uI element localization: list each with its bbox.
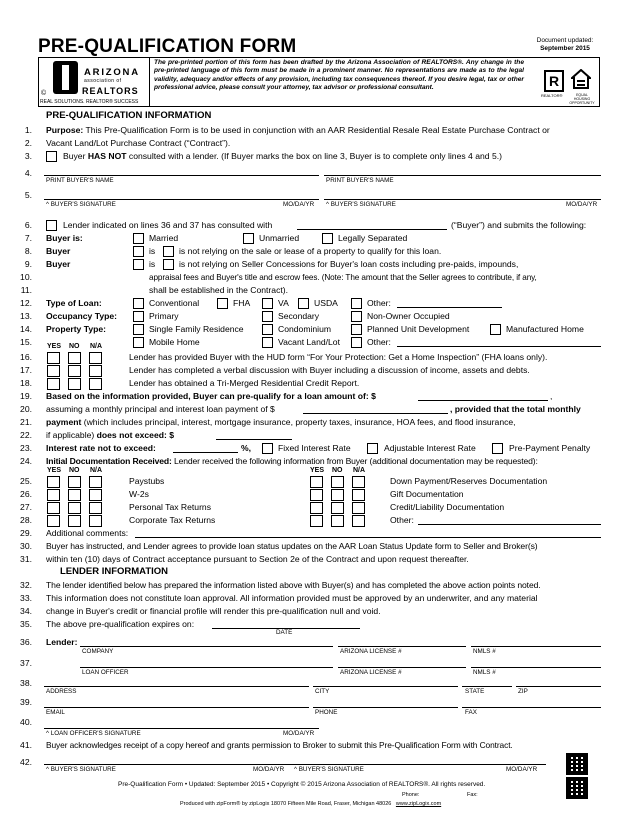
other-loan-checkbox[interactable] bbox=[351, 298, 362, 309]
usda-label: USDA bbox=[314, 298, 338, 308]
line-number: 8. bbox=[24, 246, 32, 256]
na-header-2: N/A bbox=[90, 467, 103, 474]
mdy-caption-1: MO/DA/YR bbox=[283, 201, 315, 208]
doc-left-no-checkbox[interactable] bbox=[68, 489, 81, 501]
line-number: 38. bbox=[20, 678, 32, 688]
phone-field[interactable] bbox=[313, 707, 458, 708]
line-number: 13. bbox=[20, 311, 32, 321]
doc-right-no-checkbox[interactable] bbox=[331, 515, 344, 527]
line-32: The lender identified below has prepared the information listed above with Buyer(s) and has completed the above action points noted. bbox=[46, 580, 541, 590]
paystubs-label: Paystubs bbox=[129, 476, 165, 486]
line-number: 36. bbox=[20, 637, 32, 647]
hud-row-no-checkbox[interactable] bbox=[68, 352, 81, 364]
line-10: appraisal fees and Buyer's title and escrow fees. (Note: The amount that the Seller agrees to contribute, if any, bbox=[149, 273, 537, 282]
mdy-caption-4: MO/DA/YR bbox=[253, 766, 285, 773]
line-number: 5. bbox=[24, 190, 32, 200]
buyer-signature-2[interactable] bbox=[324, 199, 601, 200]
personal-tax-label: Personal Tax Returns bbox=[129, 502, 212, 512]
line-22: if applicable) does not exceed: $ bbox=[46, 430, 175, 440]
monthly-payment-field[interactable] bbox=[303, 413, 448, 414]
buyer-label-9: Buyer bbox=[46, 259, 71, 269]
w2s-label: W-2s bbox=[129, 489, 149, 499]
doc-left-na-checkbox[interactable] bbox=[89, 476, 102, 488]
prepayment-checkbox[interactable] bbox=[492, 443, 503, 454]
line-number: 33. bbox=[20, 593, 32, 603]
line-number: 11. bbox=[20, 285, 32, 295]
line-number: 34. bbox=[20, 606, 32, 616]
line-24: Initial Documentation Received: Lender received the following information from Buyer (additional documentation may be requested): bbox=[46, 456, 538, 466]
line-number: 42. bbox=[20, 757, 32, 767]
line-number: 10. bbox=[20, 272, 32, 282]
qr-code-icon-2 bbox=[566, 777, 588, 799]
print-buyer-name-1[interactable] bbox=[44, 175, 319, 176]
zip-field[interactable] bbox=[516, 686, 601, 687]
doc-left-no-checkbox[interactable] bbox=[68, 476, 81, 488]
line-number: 2. bbox=[24, 138, 32, 148]
type-of-loan-label: Type of Loan: bbox=[46, 298, 102, 308]
realtor-caption: REALTOR® bbox=[541, 93, 563, 98]
logo-realtors: REALTORS bbox=[82, 86, 139, 96]
manufactured-label: Manufactured Home bbox=[506, 324, 584, 334]
lender-label: Lender: bbox=[46, 637, 78, 647]
section-prequal-info: PRE-QUALIFICATION INFORMATION bbox=[46, 110, 212, 121]
line-number: 26. bbox=[20, 489, 32, 499]
adjustable-rate-checkbox[interactable] bbox=[367, 443, 378, 454]
buyer-not-checkbox-8[interactable] bbox=[163, 246, 174, 257]
other-property-field[interactable] bbox=[397, 346, 601, 347]
gift-label: Gift Documentation bbox=[390, 489, 464, 499]
hud-row-na-checkbox[interactable] bbox=[89, 352, 102, 364]
line-20b: , provided that the total monthly bbox=[450, 404, 581, 414]
other-property-checkbox[interactable] bbox=[351, 337, 362, 348]
line-number: 31. bbox=[20, 554, 32, 564]
line-number: 25. bbox=[20, 476, 32, 486]
print-buyer-caption-1: PRINT BUYER'S NAME bbox=[46, 177, 114, 184]
az-license-field-2[interactable] bbox=[338, 667, 466, 668]
line-number: 7. bbox=[24, 233, 32, 243]
nmls-caption-2: NMLS # bbox=[473, 669, 496, 676]
doc-right-na-checkbox[interactable] bbox=[352, 515, 365, 527]
state-field[interactable] bbox=[462, 686, 512, 687]
married-label: Married bbox=[149, 233, 179, 243]
az-license-field-1[interactable] bbox=[338, 646, 466, 647]
loan-officer-caption: LOAN OFFICER bbox=[82, 669, 129, 676]
doc-left-na-checkbox[interactable] bbox=[89, 489, 102, 501]
non-owner-label: Non-Owner Occupied bbox=[367, 311, 450, 321]
line-number: 23. bbox=[20, 443, 32, 453]
doc-right-yes-checkbox[interactable] bbox=[310, 502, 323, 514]
prepayment-label: Pre-Payment Penalty bbox=[509, 443, 591, 453]
percent-label: %, bbox=[241, 443, 252, 453]
lo-sig-caption: ^ LOAN OFFICER'S SIGNATURE bbox=[46, 730, 141, 737]
other-doc-label: Other: bbox=[390, 515, 414, 525]
doc-right-na-checkbox[interactable] bbox=[352, 502, 365, 514]
line-31: within ten (10) days of Contract acceptance pursuant to Section 2e of the Contract and upon request thereafter. bbox=[46, 554, 469, 564]
line-6b: (“Buyer”) and submits the following: bbox=[451, 220, 587, 230]
vacant-label: Vacant Land/Lot bbox=[278, 337, 340, 347]
line-33: This information does not constitute loan approval. All information provided must be approved by an underwriter, and any material bbox=[46, 593, 538, 603]
yes-header-1: YES bbox=[47, 343, 62, 350]
is-label-9: is bbox=[149, 259, 156, 269]
print-buyer-caption-2: PRINT BUYER'S NAME bbox=[326, 177, 394, 184]
line-number: 17. bbox=[20, 365, 32, 375]
city-caption: CITY bbox=[315, 688, 330, 695]
yes-header-3: YES bbox=[310, 467, 325, 474]
logo-tagline: REAL SOLUTIONS. REALTOR® SUCCESS bbox=[40, 99, 139, 105]
mobile-label: Mobile Home bbox=[149, 337, 200, 347]
other-property-label: Other: bbox=[367, 337, 391, 347]
primary-checkbox[interactable] bbox=[133, 311, 144, 322]
footer-phone: Phone: bbox=[402, 792, 420, 798]
condo-checkbox[interactable] bbox=[262, 324, 273, 335]
buyer-is-checkbox-8[interactable] bbox=[133, 246, 144, 257]
mdy-caption-5: MO/DA/YR bbox=[506, 766, 538, 773]
line-number: 39. bbox=[20, 697, 32, 707]
adjustable-rate-label: Adjustable Interest Rate bbox=[384, 443, 476, 453]
line-18: Lender has obtained a Tri-Merged Residential Credit Report. bbox=[129, 378, 360, 388]
hud-row-yes-checkbox[interactable] bbox=[47, 352, 60, 364]
fha-checkbox[interactable] bbox=[217, 298, 228, 309]
vacant-checkbox[interactable] bbox=[262, 337, 273, 348]
zip-caption: ZIP bbox=[518, 688, 528, 695]
company-field[interactable] bbox=[80, 646, 333, 647]
realtor-r-icon: R bbox=[544, 70, 564, 92]
line-41: Buyer acknowledges receipt of a copy hereof and grants permission to Broker to submit this Pre-Qualification Form with Contract. bbox=[46, 740, 513, 750]
loan-officer-signature-field[interactable] bbox=[44, 728, 319, 729]
down-payment-label: Down Payment/Reserves Documentation bbox=[390, 476, 548, 486]
doc-right-yes-checkbox[interactable] bbox=[310, 515, 323, 527]
va-label: VA bbox=[278, 298, 289, 308]
buyer-sig-caption-2: ^ BUYER'S SIGNATURE bbox=[326, 201, 396, 208]
comma-19: , bbox=[550, 391, 553, 401]
company-caption: COMPANY bbox=[82, 648, 114, 655]
line-number: 15. bbox=[20, 337, 32, 347]
line-number: 4. bbox=[24, 168, 32, 178]
aar-logo-icon bbox=[53, 61, 78, 94]
line-number: 1. bbox=[24, 125, 32, 135]
line-3: Buyer HAS NOT consulted with a lender. (If Buyer marks the box on line 3, Buyer is to complete only lines 4 and 5.) bbox=[63, 151, 502, 161]
nmls-field-2[interactable] bbox=[471, 667, 601, 668]
buyer-has-not-checkbox[interactable] bbox=[46, 151, 57, 162]
eho-caption: EQUAL HOUSING OPPORTUNITY bbox=[569, 93, 595, 105]
line-34: change in Buyer's credit or financial profile will render this pre-qualification null and void. bbox=[46, 606, 381, 616]
sfh-checkbox[interactable] bbox=[133, 324, 144, 335]
line-number: 14. bbox=[20, 324, 32, 334]
secondary-label: Secondary bbox=[278, 311, 320, 321]
footer-copyright: Pre-Qualification Form • Updated: September 2015 • Copyright © 2015 Arizona Association of REALTORS®. All rights reserved. bbox=[118, 781, 486, 788]
az-license-caption-1: ARIZONA LICENSE # bbox=[340, 648, 402, 655]
line-9-text: is not relying on Seller Concessions for Buyer's loan costs including pre-paids, impounds, bbox=[179, 259, 519, 269]
buyer-signature-4[interactable] bbox=[294, 764, 546, 765]
doc-right-na-checkbox[interactable] bbox=[352, 476, 365, 488]
qr-code-icon-1 bbox=[566, 753, 588, 775]
interest-rate-label: Interest rate not to exceed: bbox=[46, 443, 156, 453]
state-caption: STATE bbox=[465, 688, 485, 695]
footer-fax: Fax: bbox=[467, 792, 478, 798]
na-header-1: N/A bbox=[90, 343, 103, 350]
print-buyer-name-2[interactable] bbox=[324, 175, 601, 176]
hud-row-na-checkbox[interactable] bbox=[89, 378, 102, 390]
line-number: 9. bbox=[24, 259, 32, 269]
primary-label: Primary bbox=[149, 311, 179, 321]
buyer-not-checkbox-9[interactable] bbox=[163, 259, 174, 270]
equal-housing-icon bbox=[571, 69, 591, 91]
line-1: Purpose: This Pre-Qualification Form is to be used in conjunction with an AAR Residential Resale Real Estate Purchase Contract or bbox=[46, 125, 550, 135]
interest-rate-field[interactable] bbox=[173, 452, 238, 453]
other-doc-field[interactable] bbox=[418, 524, 601, 525]
property-type-label: Property Type: bbox=[46, 324, 107, 334]
non-owner-checkbox[interactable] bbox=[351, 311, 362, 322]
address-caption: ADDRESS bbox=[46, 688, 77, 695]
az-license-caption-2: ARIZONA LICENSE # bbox=[340, 669, 402, 676]
mobile-checkbox[interactable] bbox=[133, 337, 144, 348]
line-6a: Lender indicated on lines 36 and 37 has consulted with bbox=[63, 220, 273, 230]
legally-separated-checkbox[interactable] bbox=[322, 233, 333, 244]
buyer-is-checkbox-9[interactable] bbox=[133, 259, 144, 270]
line-number: 24. bbox=[20, 456, 32, 466]
phone-caption: PHONE bbox=[315, 709, 338, 716]
line-number: 18. bbox=[20, 378, 32, 388]
line-21: payment (which includes principal, interest, mortgage insurance, property taxes, insurance, HOA fees, and flood insurance, bbox=[46, 417, 516, 427]
buyer-signature-3[interactable] bbox=[44, 764, 319, 765]
mdy-caption-2: MO/DA/YR bbox=[566, 201, 598, 208]
email-caption: EMAIL bbox=[46, 709, 65, 716]
sfh-label: Single Family Residence bbox=[149, 324, 244, 334]
logo-word: ARIZONA bbox=[84, 67, 140, 78]
line-29: Additional comments: bbox=[46, 528, 129, 538]
other-loan-field[interactable] bbox=[397, 307, 502, 308]
line-number: 20. bbox=[20, 404, 32, 414]
no-header-2: NO bbox=[69, 467, 80, 474]
doc-right-yes-checkbox[interactable] bbox=[310, 489, 323, 501]
line-number: 28. bbox=[20, 515, 32, 525]
line-35: The above pre-qualification expires on: bbox=[46, 619, 195, 629]
doc-right-no-checkbox[interactable] bbox=[331, 502, 344, 514]
line-number: 40. bbox=[20, 717, 32, 727]
doc-right-yes-checkbox[interactable] bbox=[310, 476, 323, 488]
line-16: Lender has provided Buyer with the HUD form “For Your Protection: Get a Home Inspection” (FHA loans only). bbox=[129, 352, 548, 362]
manufactured-checkbox[interactable] bbox=[490, 324, 501, 335]
condo-label: Condominium bbox=[278, 324, 332, 334]
legally-separated-label: Legally Separated bbox=[338, 233, 408, 243]
loan-amount-field[interactable] bbox=[418, 400, 548, 401]
no-header-1: NO bbox=[69, 343, 80, 350]
fixed-rate-checkbox[interactable] bbox=[262, 443, 273, 454]
hud-row-no-checkbox[interactable] bbox=[68, 378, 81, 390]
line-number: 22. bbox=[20, 430, 32, 440]
hud-row-na-checkbox[interactable] bbox=[89, 365, 102, 377]
doc-left-yes-checkbox[interactable] bbox=[47, 476, 60, 488]
occupancy-type-label: Occupancy Type: bbox=[46, 311, 117, 321]
doc-left-yes-checkbox[interactable] bbox=[47, 515, 60, 527]
line-2: Vacant Land/Lot Purchase Contract (“Contract”). bbox=[46, 138, 231, 148]
address-field[interactable] bbox=[44, 686, 309, 687]
line-number: 6. bbox=[24, 220, 32, 230]
line-19: Based on the information provided, Buyer can pre-qualify for a loan amount of: $ bbox=[46, 391, 376, 401]
buyer-sig-caption-3: ^ BUYER'S SIGNATURE bbox=[46, 766, 116, 773]
disclaimer-text: The pre-printed portion of this form has been drafted by the Arizona Association of REALTORS®. Any change in the pre-printed language of this form must be made in a prominent manner. No representations are made as to the legal validity, adequacy and/or effects of any provision, including tax consequences thereof. If you desire legal, tax or other professional advice, please consult your attorney, tax advisor or professional consultant. bbox=[154, 59, 524, 91]
credit-label: Credit/Liability Documentation bbox=[390, 502, 505, 512]
line-30: Buyer has instructed, and Lender agrees to provide loan status updates on the AAR Loan Status Update form to Seller and Broker(s) bbox=[46, 541, 538, 551]
fha-label: FHA bbox=[233, 298, 251, 308]
fax-caption: FAX bbox=[465, 709, 477, 716]
line-number: 35. bbox=[20, 619, 32, 629]
line-number: 32. bbox=[20, 580, 32, 590]
hud-row-yes-checkbox[interactable] bbox=[47, 378, 60, 390]
buyer-name-field[interactable] bbox=[297, 229, 447, 230]
form-title: PRE-QUALIFICATION FORM bbox=[38, 36, 297, 57]
buyer-sig-caption-4: ^ BUYER'S SIGNATURE bbox=[294, 766, 364, 773]
lender-consulted-checkbox[interactable] bbox=[46, 220, 57, 231]
doc-right-na-checkbox[interactable] bbox=[352, 489, 365, 501]
document-updated: Document updated: September 2015 bbox=[536, 37, 594, 52]
section-lender-info: LENDER INFORMATION bbox=[60, 566, 169, 577]
doc-left-no-checkbox[interactable] bbox=[68, 502, 81, 514]
buyer-signature-1[interactable] bbox=[44, 199, 319, 200]
na-header-3: N/A bbox=[353, 467, 366, 474]
fax-field[interactable] bbox=[462, 707, 601, 708]
line-8-text: is not relying on the sale or lease of a property to qualify for this loan. bbox=[179, 246, 442, 256]
line-number: 29. bbox=[20, 528, 32, 538]
corporate-tax-label: Corporate Tax Returns bbox=[129, 515, 216, 525]
doc-left-yes-checkbox[interactable] bbox=[47, 502, 60, 514]
line-number: 21. bbox=[20, 417, 32, 427]
line-number: 30. bbox=[20, 541, 32, 551]
doc-left-no-checkbox[interactable] bbox=[68, 515, 81, 527]
date-caption: DATE bbox=[276, 629, 293, 636]
logo-sub: association of bbox=[84, 78, 122, 84]
buyer-sig-caption-1: ^ BUYER'S SIGNATURE bbox=[46, 201, 116, 208]
line-number: 41. bbox=[20, 740, 32, 750]
nmls-field-1[interactable] bbox=[471, 646, 601, 647]
unmarried-checkbox[interactable] bbox=[243, 233, 254, 244]
footer-produced: Produced with zipForm® by zipLogix 18070 Fifteen Mile Road, Fraser, Michigan 48026 www.zipLogix.com bbox=[180, 801, 442, 807]
other-loan-label: Other: bbox=[367, 298, 391, 308]
copyright-mark: © bbox=[41, 90, 47, 97]
ziplogix-link[interactable]: www.zipLogix.com bbox=[395, 801, 442, 807]
fixed-rate-label: Fixed Interest Rate bbox=[278, 443, 351, 453]
line-17: Lender has completed a verbal discussion with Buyer including a discussion of income, assets and debts. bbox=[129, 365, 530, 375]
no-header-3: NO bbox=[332, 467, 343, 474]
pud-label: Planned Unit Development bbox=[367, 324, 470, 334]
line-number: 37. bbox=[20, 658, 32, 668]
total-payment-field[interactable] bbox=[216, 439, 292, 440]
pud-checkbox[interactable] bbox=[351, 324, 362, 335]
hud-row-no-checkbox[interactable] bbox=[68, 365, 81, 377]
doc-right-no-checkbox[interactable] bbox=[331, 489, 344, 501]
mdy-caption-3: MO/DA/YR bbox=[283, 730, 315, 737]
city-field[interactable] bbox=[313, 686, 458, 687]
doc-left-yes-checkbox[interactable] bbox=[47, 489, 60, 501]
buyer-is-label: Buyer is: bbox=[46, 233, 83, 243]
line-number: 3. bbox=[24, 151, 32, 161]
secondary-checkbox[interactable] bbox=[262, 311, 273, 322]
doc-left-na-checkbox[interactable] bbox=[89, 502, 102, 514]
line-11: shall be established in the Contract). bbox=[149, 285, 289, 295]
unmarried-label: Unmarried bbox=[259, 233, 300, 243]
loan-officer-field[interactable] bbox=[80, 667, 333, 668]
married-checkbox[interactable] bbox=[133, 233, 144, 244]
line-number: 16. bbox=[20, 352, 32, 362]
doc-left-na-checkbox[interactable] bbox=[89, 515, 102, 527]
yes-header-2: YES bbox=[47, 467, 62, 474]
va-checkbox[interactable] bbox=[262, 298, 273, 309]
email-field[interactable] bbox=[44, 707, 309, 708]
is-label-8: is bbox=[149, 246, 156, 256]
line-20a: assuming a monthly principal and interest loan payment of $ bbox=[46, 404, 275, 414]
doc-right-no-checkbox[interactable] bbox=[331, 476, 344, 488]
usda-checkbox[interactable] bbox=[298, 298, 309, 309]
conventional-label: Conventional bbox=[149, 298, 200, 308]
conventional-checkbox[interactable] bbox=[133, 298, 144, 309]
nmls-caption-1: NMLS # bbox=[473, 648, 496, 655]
additional-comments-field[interactable] bbox=[135, 537, 601, 538]
line-number: 27. bbox=[20, 502, 32, 512]
line-number: 12. bbox=[20, 298, 32, 308]
hud-row-yes-checkbox[interactable] bbox=[47, 365, 60, 377]
buyer-label-8: Buyer bbox=[46, 246, 71, 256]
line-number: 19. bbox=[20, 391, 32, 401]
